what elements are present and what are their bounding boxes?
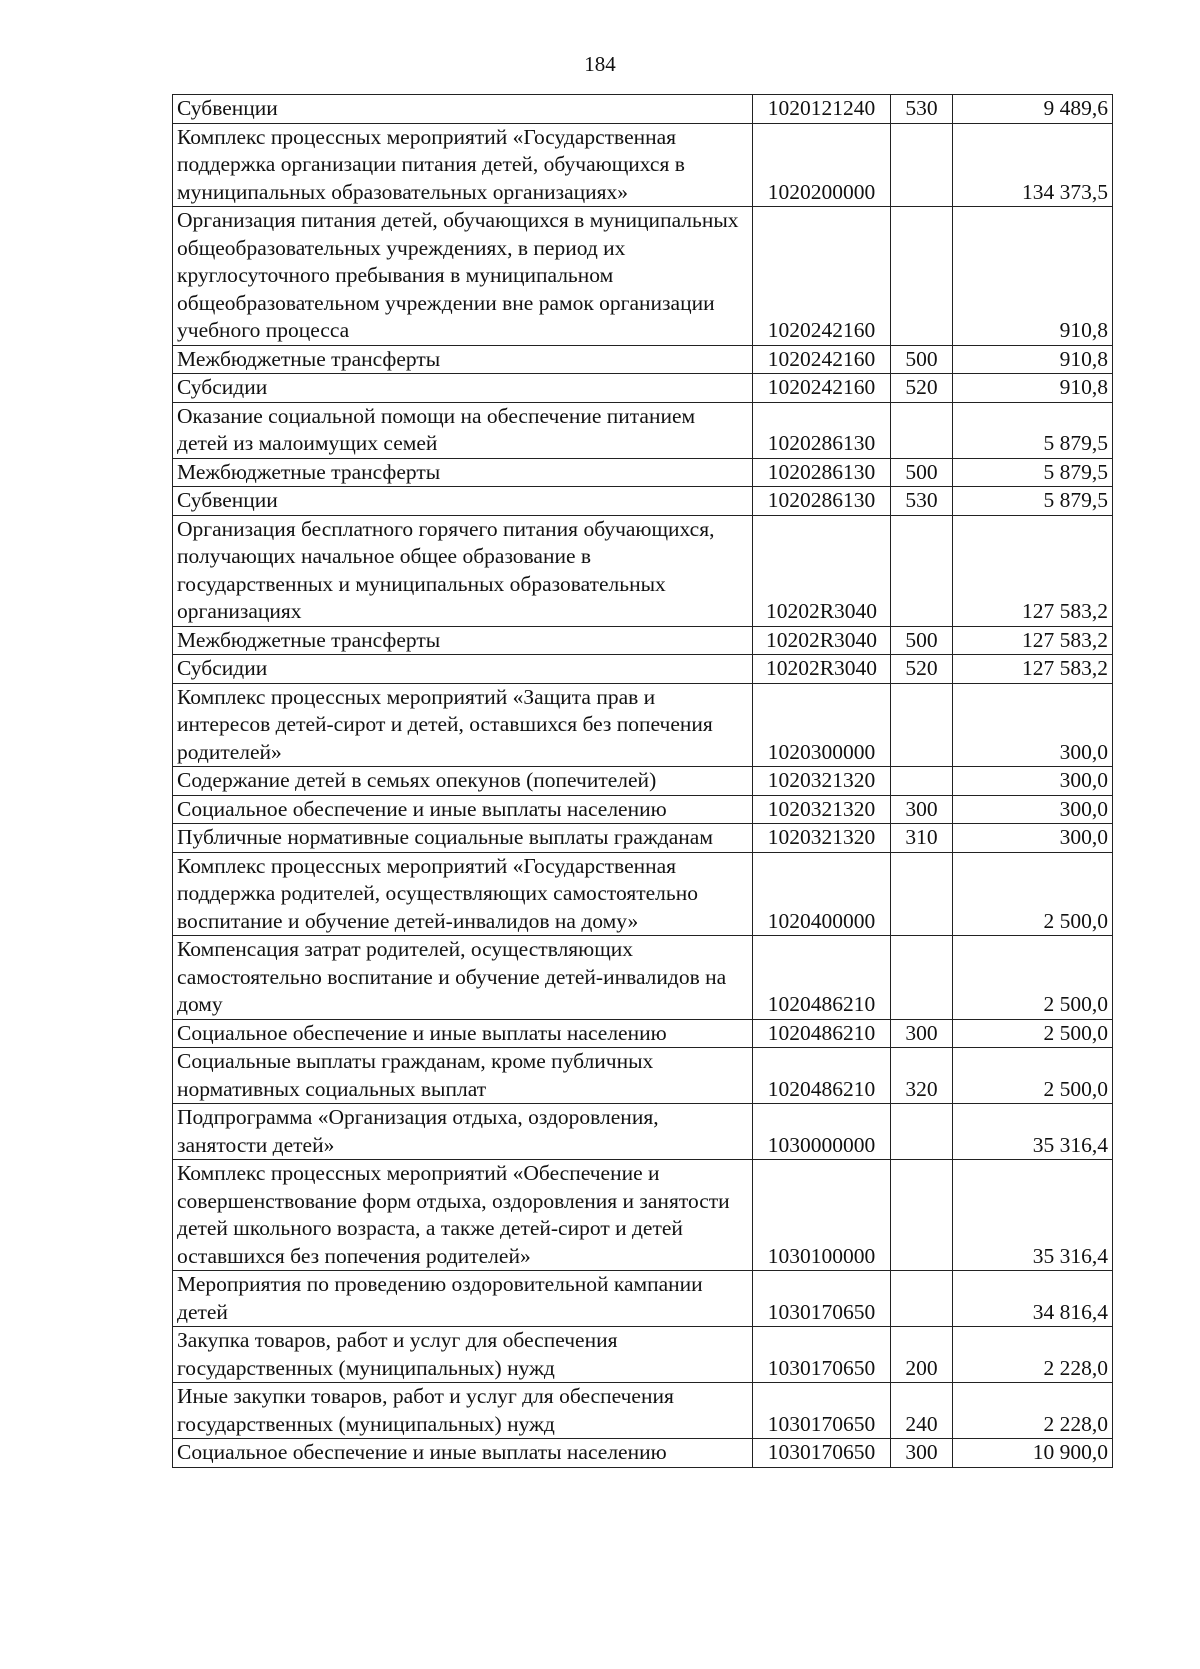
row-sum-cell: 35 316,4 bbox=[953, 1104, 1113, 1160]
row-sum-cell: 910,8 bbox=[953, 345, 1113, 374]
row-name-cell: Оказание социальной помощи на обеспечение питанием детей из малоимущих семей bbox=[173, 402, 753, 458]
row-type-cell bbox=[891, 515, 953, 626]
row-code-cell: 1030100000 bbox=[753, 1160, 891, 1271]
table-row bbox=[173, 824, 1113, 853]
table-row bbox=[173, 1439, 1113, 1468]
row-code-cell: 1020321320 bbox=[753, 795, 891, 824]
row-name-cell: Субвенции bbox=[173, 95, 753, 124]
table-row bbox=[173, 1019, 1113, 1048]
row-sum-cell: 300,0 bbox=[953, 824, 1113, 853]
row-type-cell bbox=[891, 1271, 953, 1327]
row-name-cell: Социальное обеспечение и иные выплаты населению bbox=[173, 1019, 753, 1048]
row-name-cell: Комплекс процессных мероприятий «Государственная поддержка организации питания детей, обучающихся в муниципальных образовательных организациях» bbox=[173, 123, 753, 207]
row-name-cell: Компенсация затрат родителей, осуществляющих самостоятельно воспитание и обучение детей-инвалидов на дому bbox=[173, 936, 753, 1020]
row-name-cell: Социальное обеспечение и иные выплаты населению bbox=[173, 1439, 753, 1468]
row-sum-cell: 9 489,6 bbox=[953, 95, 1113, 124]
table-row bbox=[173, 655, 1113, 684]
row-type-cell: 530 bbox=[891, 95, 953, 124]
row-type-cell bbox=[891, 402, 953, 458]
table-row bbox=[173, 458, 1113, 487]
row-sum-cell: 127 583,2 bbox=[953, 655, 1113, 684]
row-sum-cell: 2 500,0 bbox=[953, 936, 1113, 1020]
row-type-cell: 300 bbox=[891, 1019, 953, 1048]
row-sum-cell: 910,8 bbox=[953, 207, 1113, 346]
row-sum-cell: 300,0 bbox=[953, 767, 1113, 796]
row-sum-cell: 10 900,0 bbox=[953, 1439, 1113, 1468]
row-name-cell: Организация питания детей, обучающихся в муниципальных общеобразовательных учреждениях, в период их круглосуточного пребывания в муниципальном общеобразовательном учреждении вне рамок организации учебного процесса bbox=[173, 207, 753, 346]
table-row bbox=[173, 487, 1113, 516]
row-code-cell: 1020286130 bbox=[753, 458, 891, 487]
row-name-cell: Публичные нормативные социальные выплаты гражданам bbox=[173, 824, 753, 853]
row-sum-cell: 127 583,2 bbox=[953, 626, 1113, 655]
row-name-cell: Мероприятия по проведению оздоровительной кампании детей bbox=[173, 1271, 753, 1327]
row-type-cell: 530 bbox=[891, 487, 953, 516]
table-row bbox=[173, 95, 1113, 124]
table-row bbox=[173, 374, 1113, 403]
row-code-cell: 1020286130 bbox=[753, 487, 891, 516]
row-code-cell: 1020321320 bbox=[753, 824, 891, 853]
row-type-cell: 500 bbox=[891, 626, 953, 655]
table-row bbox=[173, 345, 1113, 374]
table-row bbox=[173, 1271, 1113, 1327]
row-name-cell: Субвенции bbox=[173, 487, 753, 516]
table-row bbox=[173, 1104, 1113, 1160]
row-code-cell: 1020286130 bbox=[753, 402, 891, 458]
row-name-cell: Комплекс процессных мероприятий «Защита прав и интересов детей-сирот и детей, оставшихся без попечения родителей» bbox=[173, 683, 753, 767]
row-type-cell: 500 bbox=[891, 345, 953, 374]
row-name-cell: Содержание детей в семьях опекунов (попечителей) bbox=[173, 767, 753, 796]
row-type-cell: 520 bbox=[891, 374, 953, 403]
row-name-cell: Межбюджетные трансферты bbox=[173, 458, 753, 487]
table-row bbox=[173, 1160, 1113, 1271]
row-code-cell: 1030000000 bbox=[753, 1104, 891, 1160]
row-code-cell: 1020121240 bbox=[753, 95, 891, 124]
row-name-cell: Социальные выплаты гражданам, кроме публичных нормативных социальных выплат bbox=[173, 1048, 753, 1104]
row-code-cell: 1020300000 bbox=[753, 683, 891, 767]
table-row bbox=[173, 515, 1113, 626]
row-code-cell: 1030170650 bbox=[753, 1271, 891, 1327]
row-type-cell bbox=[891, 767, 953, 796]
row-code-cell: 1020486210 bbox=[753, 1019, 891, 1048]
row-sum-cell: 5 879,5 bbox=[953, 487, 1113, 516]
table-row bbox=[173, 1327, 1113, 1383]
row-name-cell: Подпрограмма «Организация отдыха, оздоровления, занятости детей» bbox=[173, 1104, 753, 1160]
row-name-cell: Межбюджетные трансферты bbox=[173, 626, 753, 655]
row-code-cell: 1020242160 bbox=[753, 207, 891, 346]
row-name-cell: Социальное обеспечение и иные выплаты населению bbox=[173, 795, 753, 824]
row-sum-cell: 2 500,0 bbox=[953, 1019, 1113, 1048]
row-sum-cell: 127 583,2 bbox=[953, 515, 1113, 626]
row-code-cell: 1030170650 bbox=[753, 1383, 891, 1439]
row-name-cell: Комплекс процессных мероприятий «Обеспечение и совершенствование форм отдыха, оздоровления и занятости детей школьного возраста, а также детей-сирот и детей оставшихся без попечения родителей» bbox=[173, 1160, 753, 1271]
table-row bbox=[173, 123, 1113, 207]
row-type-cell bbox=[891, 1104, 953, 1160]
row-code-cell: 1020200000 bbox=[753, 123, 891, 207]
row-type-cell bbox=[891, 852, 953, 936]
table-row bbox=[173, 1383, 1113, 1439]
row-code-cell: 1030170650 bbox=[753, 1327, 891, 1383]
row-sum-cell: 2 500,0 bbox=[953, 1048, 1113, 1104]
row-sum-cell: 2 228,0 bbox=[953, 1383, 1113, 1439]
row-code-cell: 1020400000 bbox=[753, 852, 891, 936]
row-sum-cell: 2 228,0 bbox=[953, 1327, 1113, 1383]
row-code-cell: 10202R3040 bbox=[753, 515, 891, 626]
table-row bbox=[173, 767, 1113, 796]
row-name-cell: Субсидии bbox=[173, 655, 753, 684]
row-sum-cell: 5 879,5 bbox=[953, 458, 1113, 487]
row-type-cell bbox=[891, 1160, 953, 1271]
table-row bbox=[173, 626, 1113, 655]
table-row bbox=[173, 1048, 1113, 1104]
row-type-cell: 320 bbox=[891, 1048, 953, 1104]
table-row bbox=[173, 852, 1113, 936]
row-type-cell: 300 bbox=[891, 795, 953, 824]
row-code-cell: 1020242160 bbox=[753, 345, 891, 374]
row-type-cell bbox=[891, 936, 953, 1020]
row-sum-cell: 134 373,5 bbox=[953, 123, 1113, 207]
row-type-cell bbox=[891, 123, 953, 207]
row-code-cell: 1030170650 bbox=[753, 1439, 891, 1468]
row-code-cell: 1020242160 bbox=[753, 374, 891, 403]
row-type-cell: 300 bbox=[891, 1439, 953, 1468]
table-row bbox=[173, 402, 1113, 458]
budget-table-body bbox=[173, 95, 1113, 1468]
row-sum-cell: 34 816,4 bbox=[953, 1271, 1113, 1327]
row-sum-cell: 300,0 bbox=[953, 683, 1113, 767]
table-row bbox=[173, 207, 1113, 346]
row-name-cell: Организация бесплатного горячего питания обучающихся, получающих начальное общее образование в государственных и муниципальных образовательных организациях bbox=[173, 515, 753, 626]
row-sum-cell: 2 500,0 bbox=[953, 852, 1113, 936]
row-type-cell bbox=[891, 207, 953, 346]
row-type-cell: 310 bbox=[891, 824, 953, 853]
table-row bbox=[173, 795, 1113, 824]
budget-table bbox=[172, 94, 1113, 1468]
row-sum-cell: 910,8 bbox=[953, 374, 1113, 403]
table-row bbox=[173, 936, 1113, 1020]
row-sum-cell: 35 316,4 bbox=[953, 1160, 1113, 1271]
row-code-cell: 10202R3040 bbox=[753, 655, 891, 684]
row-type-cell bbox=[891, 683, 953, 767]
table-row bbox=[173, 683, 1113, 767]
row-sum-cell: 5 879,5 bbox=[953, 402, 1113, 458]
row-name-cell: Закупка товаров, работ и услуг для обеспечения государственных (муниципальных) нужд bbox=[173, 1327, 753, 1383]
row-code-cell: 1020486210 bbox=[753, 1048, 891, 1104]
row-code-cell: 10202R3040 bbox=[753, 626, 891, 655]
row-name-cell: Комплекс процессных мероприятий «Государственная поддержка родителей, осуществляющих самостоятельно воспитание и обучение детей-инвалидов на дому» bbox=[173, 852, 753, 936]
row-code-cell: 1020486210 bbox=[753, 936, 891, 1020]
row-name-cell: Иные закупки товаров, работ и услуг для обеспечения государственных (муниципальных) нужд bbox=[173, 1383, 753, 1439]
page-number: 184 bbox=[584, 52, 616, 76]
row-code-cell: 1020321320 bbox=[753, 767, 891, 796]
row-type-cell: 200 bbox=[891, 1327, 953, 1383]
row-type-cell: 240 bbox=[891, 1383, 953, 1439]
row-sum-cell: 300,0 bbox=[953, 795, 1113, 824]
row-name-cell: Субсидии bbox=[173, 374, 753, 403]
row-type-cell: 520 bbox=[891, 655, 953, 684]
row-name-cell: Межбюджетные трансферты bbox=[173, 345, 753, 374]
row-type-cell: 500 bbox=[891, 458, 953, 487]
